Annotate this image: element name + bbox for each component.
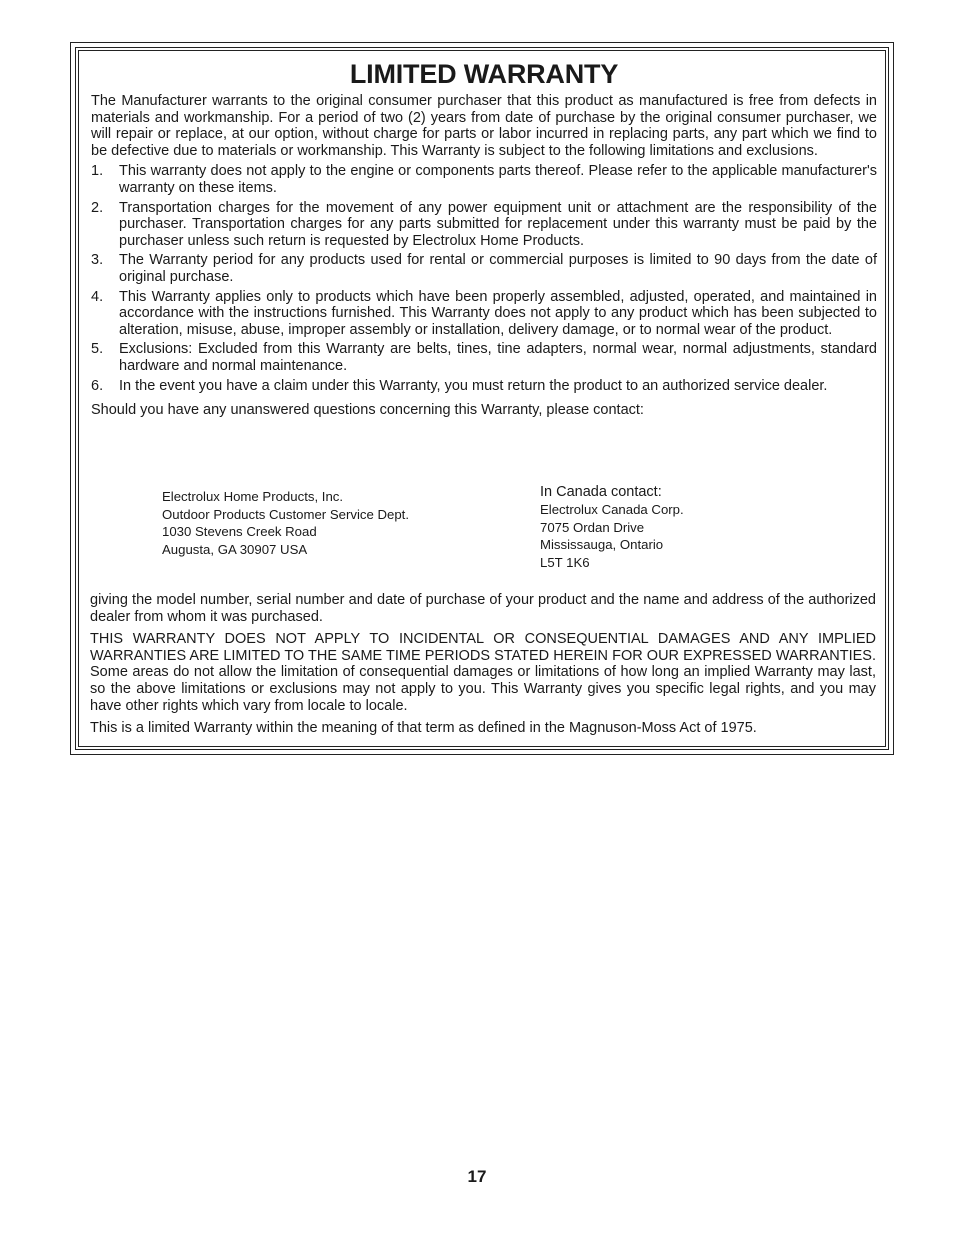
us-address-street: 1030 Stevens Creek Road xyxy=(162,524,317,540)
list-item-number: 1. xyxy=(91,163,104,180)
list-item-text: In the event you have a claim under this Warranty, you must return the product to an authorized service dealer. xyxy=(119,377,828,394)
giving-paragraph: giving the model number, serial number and date of purchase of your product and the name and address of the authorized dealer from whom it was purchased. xyxy=(90,592,876,625)
us-address-block xyxy=(162,488,409,558)
canada-address-city: Mississauga, Ontario xyxy=(540,537,664,553)
us-address-dept: Outdoor Products Customer Service Dept. xyxy=(162,506,410,522)
list-item-number: 4. xyxy=(91,288,104,305)
disclaimer-paragraph: THIS WARRANTY DOES NOT APPLY TO INCIDENTAL OR CONSEQUENTIAL DAMAGES AND ANY IMPLIED WARRANTIES ARE LIMITED TO THE SAME TIME PERIODS STATED HEREIN FOR OUR EXPRESSED WARRANTIES. Some areas do not allow the limitation of consequential damages or limitations of how long an implied Warranty may last, so the above limitations or exclusions may not apply to you. This Warranty gives you specific legal rights, and you may have other rights which vary from locale to locale. xyxy=(90,631,876,714)
canada-address-block xyxy=(540,483,684,571)
warranty-content xyxy=(91,58,877,433)
intro-paragraph: The Manufacturer warrants to the original consumer purchaser that this product as manufactured is free from defects in materials and workmanship. For a period of two (2) years from date of purchase by the original consumer purchaser, we will repair or replace, at our option, without charge for parts or labor incurred in replacing parts, any part which we find to be defective due to materials or workmanship. This Warranty is subject to the following limitations and exclusions. xyxy=(91,93,877,159)
list-item-text: This warranty does not apply to the engine or components parts thereof. Please refer to the applicable manufacturer's warranty on these items. xyxy=(119,163,877,196)
list-item-text: Exclusions: Excluded from this Warranty are belts, tines, tine adapters, normal wear, normal adjustments, standard hardware and normal maintenance. xyxy=(119,341,877,374)
magnuson-moss-paragraph: This is a limited Warranty within the meaning of that term as defined in the Magnuson-Moss Act of 1975. xyxy=(90,720,757,737)
list-item xyxy=(91,163,877,196)
canada-address-heading: In Canada contact: xyxy=(540,484,662,500)
list-item-number: 2. xyxy=(91,199,104,216)
list-item-number: 6. xyxy=(91,377,104,394)
canada-address-postal: L5T 1K6 xyxy=(540,554,590,570)
page-title: LIMITED WARRANTY xyxy=(349,59,619,89)
limitations-list xyxy=(91,163,877,394)
contact-prompt: Should you have any unanswered questions concerning this Warranty, please contact: xyxy=(91,402,644,419)
us-address-company: Electrolux Home Products, Inc. xyxy=(162,489,344,504)
list-item-number: 5. xyxy=(91,341,104,358)
list-item xyxy=(91,200,877,250)
list-item xyxy=(91,378,877,395)
canada-address-company: Electrolux Canada Corp. xyxy=(540,502,684,517)
us-address-city: Augusta, GA 30907 USA xyxy=(162,541,308,557)
list-item-text: This Warranty applies only to products which have been properly assembled, adjusted, operated, and maintained in accordance with the instructions furnished. This Warranty does not apply to any product which has been subjected to alteration, misuse, abuse, improper assembly or installation, delivery damage, or to normal wear of the product. xyxy=(119,288,877,338)
list-item-text: The Warranty period for any products used for rental or commercial purposes is limited to 90 days from the date of original purchase. xyxy=(119,252,877,285)
list-item-number: 3. xyxy=(91,252,104,269)
page-number: 17 xyxy=(467,1167,487,1186)
warranty-lower-section xyxy=(90,592,876,743)
list-item xyxy=(91,341,877,374)
list-item xyxy=(91,289,877,339)
canada-address-street: 7075 Ordan Drive xyxy=(540,519,645,535)
list-item xyxy=(91,252,877,285)
list-item-text: Transportation charges for the movement of any power equipment unit or attachment are the responsibility of the purchaser. Transportation charges for any parts submitted for replacement under this warranty must be paid by the purchaser unless such return is requested by Electrolux Home Products. xyxy=(119,199,877,249)
